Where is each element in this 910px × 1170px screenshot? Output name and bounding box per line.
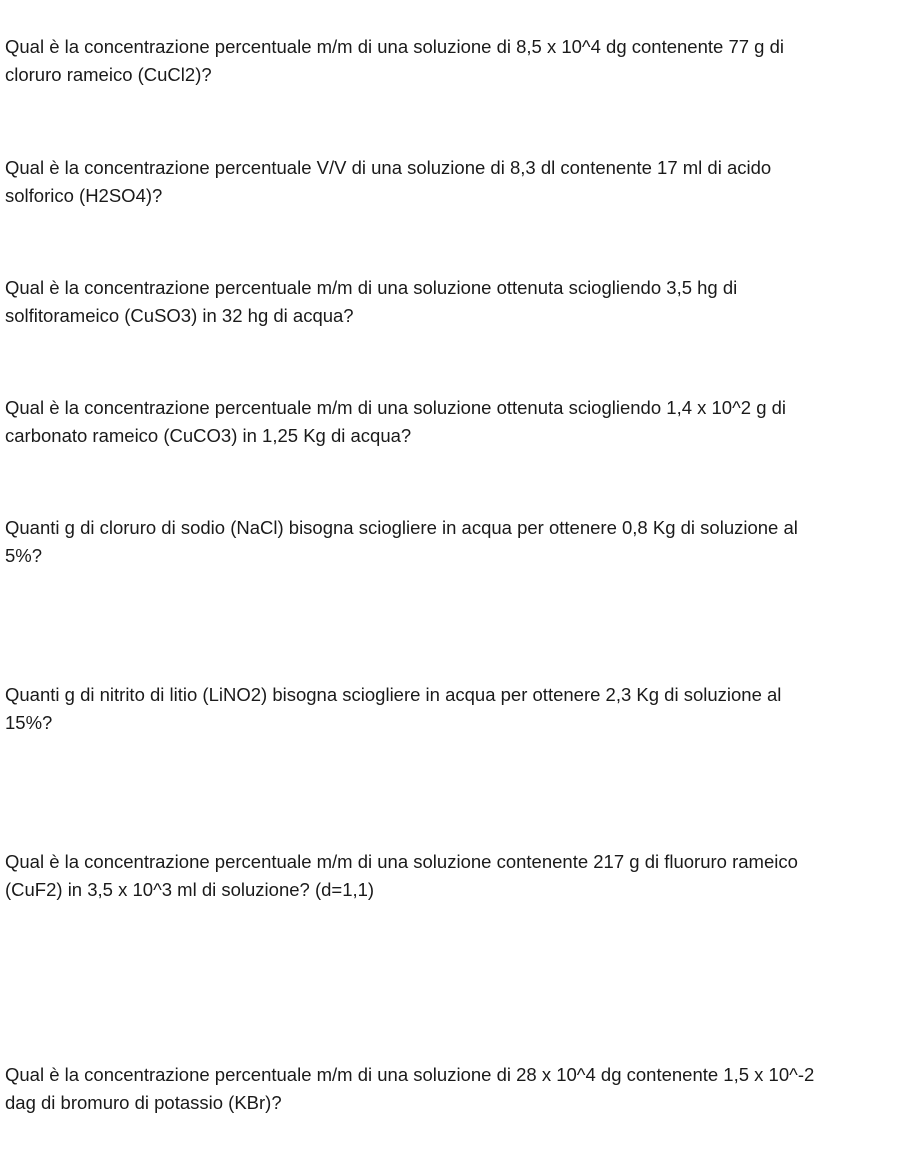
question-7 [5, 848, 885, 904]
question-3-line-2: solfitorameico (CuSO3) in 32 hg di acqua? [5, 305, 354, 326]
question-1 [5, 33, 885, 89]
question-6 [5, 681, 885, 737]
question-7-line-1: Qual è la concentrazione percentuale m/m di una soluzione contenente 217 g di fluoruro rameico [5, 851, 798, 872]
question-6-line-2: 15%? [5, 712, 53, 733]
question-5-line-1: Quanti g di cloruro di sodio (NaCl) bisogna sciogliere in acqua per ottenere 0,8 Kg di soluzione al [5, 517, 798, 538]
question-3 [5, 274, 885, 330]
question-4 [5, 394, 885, 450]
question-1-line-2: cloruro rameico (CuCl2)? [5, 64, 212, 85]
question-4-line-1: Qual è la concentrazione percentuale m/m di una soluzione ottenuta sciogliendo 1,4 x 10^2 g di [5, 397, 787, 418]
question-3-line-1: Qual è la concentrazione percentuale m/m di una soluzione ottenuta sciogliendo 3,5 hg di [5, 277, 738, 298]
question-2-line-1: Qual è la concentrazione percentuale V/V di una soluzione di 8,3 dl contenente 17 ml di acido [5, 157, 772, 178]
question-5 [5, 514, 885, 570]
question-1-line-1: Qual è la concentrazione percentuale m/m di una soluzione di 8,5 x 10^4 dg contenente 77 g di [5, 36, 784, 57]
question-8 [5, 1061, 885, 1117]
question-2-line-2: solforico (H2SO4)? [5, 185, 163, 206]
question-7-line-2: (CuF2) in 3,5 x 10^3 ml di soluzione? (d=1,1) [5, 879, 375, 900]
question-2 [5, 154, 885, 210]
question-5-line-2: 5%? [5, 545, 43, 566]
question-8-line-1: Qual è la concentrazione percentuale m/m di una soluzione di 28 x 10^4 dg contenente 1,5 x 10^-2 [5, 1064, 815, 1085]
question-8-line-2: dag di bromuro di potassio (KBr)? [5, 1092, 282, 1113]
question-4-line-2: carbonato rameico (CuCO3) in 1,25 Kg di acqua? [5, 425, 412, 446]
question-6-line-1: Quanti g di nitrito di litio (LiNO2) bisogna sciogliere in acqua per ottenere 2,3 Kg di soluzione al [5, 684, 782, 705]
